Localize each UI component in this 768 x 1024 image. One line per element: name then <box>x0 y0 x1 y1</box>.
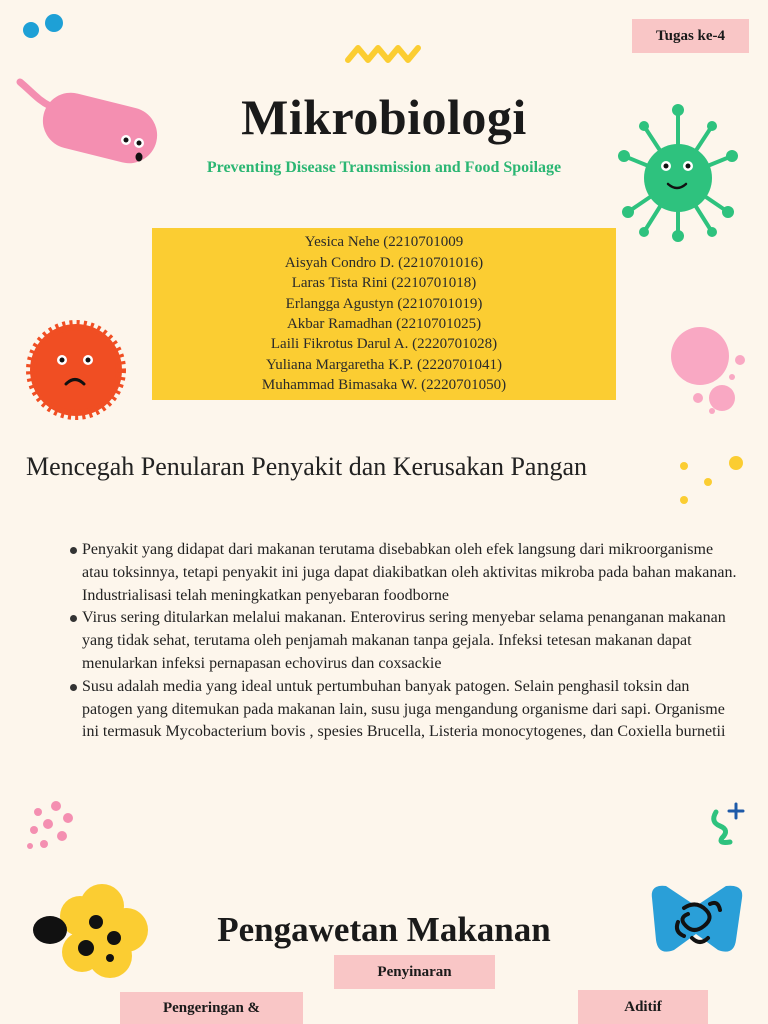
pink-bubbles-decoration <box>664 322 750 418</box>
page-title: Mikrobiologi <box>241 89 527 145</box>
yellow-dots-decoration <box>672 450 748 510</box>
member-name: Yuliana Margaretha K.P. (2220701041) <box>266 356 502 373</box>
squiggle-decoration <box>342 40 426 70</box>
green-squiggle-decoration <box>706 800 752 848</box>
member-name: Laili Fikrotus Darul A. (2220701028) <box>270 336 498 353</box>
bullet-list <box>68 539 740 744</box>
member-name: Muhammad Bimasaka W. (2220701050) <box>261 377 507 394</box>
section-heading-prevention: Mencegah Penularan Penyakit dan Kerusakan Pangan <box>26 452 587 481</box>
list-item: Penyakit yang didapat dari makanan terutama disebabkan oleh efek langsung dari mikroorganisme atau toksinnya, tetapi penyakit ini juga dapat diakibatkan oleh aktivitas mikroba pada bahan makanan. Industrialisasi telah meningkatkan penyebaran foodborne <box>68 539 740 607</box>
tag-additive: Aditif <box>578 990 708 1024</box>
member-name: Aisyah Condro D. (2210701016) <box>284 254 484 271</box>
member-name: Yesica Nehe (2210701009 <box>304 234 464 251</box>
red-virus-illustration <box>24 318 128 422</box>
assignment-badge: Tugas ke-4 <box>632 19 749 53</box>
page-subtitle: Preventing Disease Transmission and Food Spoilage <box>206 159 562 176</box>
decorative-dots-blue <box>18 10 68 42</box>
tag-irradiation: Penyinaran <box>334 955 495 989</box>
member-name: Laras Tista Rini (2210701018) <box>291 275 477 292</box>
pink-dots-decoration <box>24 798 84 854</box>
section-heading-preservation: Pengawetan Makanan <box>217 910 551 949</box>
tag-drying: Pengeringan & <box>120 992 303 1024</box>
member-name: Akbar Ramadhan (2210701025) <box>286 316 482 332</box>
members-box <box>152 228 616 400</box>
member-name: Erlangga Agustyn (2210701019) <box>285 295 483 312</box>
list-item: Virus sering ditularkan melalui makanan. Enterovirus sering menyebar selama penanganan makanan yang tidak sehat, terutama oleh penjamah makanan tanpa gejala. Infeksi tetesan makanan dapat menularkan infeksi pernapasan echovirus dan coxsackie <box>68 607 740 675</box>
list-item: Susu adalah media yang ideal untuk pertumbuhan banyak patogen. Selain penghasil toksin dan patogen yang ditemukan pada makanan lain, susu juga mengandung organisme dari sapi. Organisme ini termasuk Mycobacterium bovis , spesies Brucella, Listeria monocytogenes, dan Coxiella burnetii <box>68 676 740 744</box>
